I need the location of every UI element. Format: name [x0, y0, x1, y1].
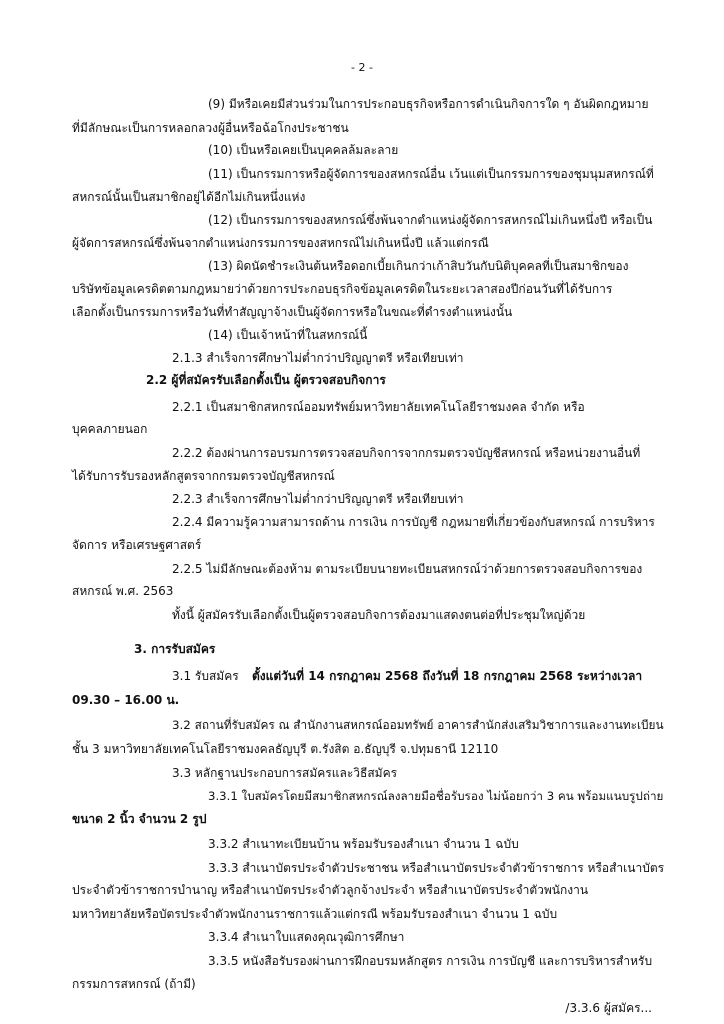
- text-line: 2.2.1 เป็นสมาชิกสหกรณ์ออมทรัพย์มหาวิทยาลัยเทคโนโลยีราชมงคล จำกัด หรือ: [172, 399, 585, 414]
- text-line: บุคคลภายนอก: [72, 422, 148, 437]
- text-line: สหกรณ์ พ.ศ. 2563: [72, 584, 174, 599]
- text-line: จัดการ หรือเศรษฐศาสตร์: [72, 538, 202, 553]
- text-line: ประจำตัวข้าราชการบำนาญ หรือสำเนาบัตรประจำตัวลูกจ้างประจำ หรือสำเนาบัตรประจำตัวพนักงาน: [72, 883, 589, 898]
- text-line: 3.3.2 สำเนาทะเบียนบ้าน พร้อมรับรองสำเนา จำนวน 1 ฉบับ: [208, 837, 519, 852]
- text-line: ทั้งนี้ ผู้สมัครรับเลือกตั้งเป็นผู้ตรวจสอบกิจการต้องมาแสดงตนต่อที่ประชุมใหญ่ด้วย: [172, 607, 586, 622]
- page-number: - 2 -: [351, 61, 373, 74]
- text-line: ผู้จัดการสหกรณ์ซึ่งพ้นจากตำแหน่งกรรมการของสหกรณ์ไม่เกินหนึ่งปี แล้วแต่กรณี: [72, 235, 489, 250]
- text-line: สหกรณ์นั้นเป็นสมาชิกอยู่ได้อีกไม่เกินหนึ่งแห่ง: [72, 189, 306, 204]
- text-line: 3.3.1 ใบสมัครโดยมีสมาชิกสหกรณ์ลงลายมือชื่อรับรอง ไม่น้อยกว่า 3 คน พร้อมแนบรูปถ่าย: [208, 789, 664, 804]
- text-line: ที่มีลักษณะเป็นการหลอกลวงผู้อื่นหรือฉ้อโกงประชาชน: [72, 120, 349, 135]
- text-line: บริษัทข้อมูลเครดิตตามกฎหมายว่าด้วยการประกอบธุรกิจข้อมูลเครดิตในระยะเวลาสองปีก่อนวันที่ได้รับการ: [72, 281, 613, 296]
- text-line-emphasis: ขนาด 2 นิ้ว จำนวน 2 รูป: [72, 811, 207, 826]
- text-line: ชั้น 3 มหาวิทยาลัยเทคโนโลยีราชมงคลธัญบุรี ต.รังสิต อ.ธัญบุรี จ.ปทุมธานี 12110: [72, 742, 499, 756]
- text-line: (10) เป็นหรือเคยเป็นบุคคลล้มละลาย: [208, 143, 399, 158]
- text-line: เลือกตั้งเป็นกรรมการหรือวันที่ทำสัญญาจ้างเป็นผู้จัดการหรือในขณะที่ดำรงตำแหน่งนั้น: [72, 304, 513, 319]
- text-line: (12) เป็นกรรมการของสหกรณ์ซึ่งพ้นจากตำแหน่งผู้จัดการสหกรณ์ไม่เกินหนึ่งปี หรือเป็น: [208, 213, 653, 228]
- continuation-marker: /3.3.6 ผู้สมัคร...: [565, 1001, 652, 1015]
- text-line: (9) มีหรือเคยมีส่วนร่วมในการประกอบธุรกิจหรือการดำเนินกิจการใด ๆ อันผิดกฎหมาย: [208, 97, 649, 112]
- text-line: 2.2.2 ต้องผ่านการอบรมการตรวจสอบกิจการจากกรมตรวจบัญชีสหกรณ์ หรือหน่วยงานอื่นที่: [172, 445, 641, 460]
- text-line: (14) เป็นเจ้าหน้าที่ในสหกรณ์นี้: [208, 328, 368, 343]
- text-line-emphasis: 09.30 – 16.00 น.: [72, 693, 180, 708]
- text-line: 3.3.3 สำเนาบัตรประจำตัวประชาชน หรือสำเนาบัตรประจำตัวข้าราชการ หรือสำเนาบัตร: [208, 860, 665, 875]
- section-heading: 3. การรับสมัคร: [134, 642, 216, 657]
- text-line: (11) เป็นกรรมการหรือผู้จัดการของสหกรณ์อื่น เว้นแต่เป็นกรรมการของชุมนุมสหกรณ์ที่: [208, 166, 654, 181]
- text-line-emphasis: ตั้งแต่วันที่ 14 กรกฎาคม 2568 ถึงวันที่ 18 กรกฎาคม 2568 ระหว่างเวลา: [252, 668, 643, 683]
- text-line: 3.3 หลักฐานประกอบการสมัครและวิธีสมัคร: [172, 765, 398, 780]
- text-line: กรรมการสหกรณ์ (ถ้ามี): [72, 977, 196, 992]
- text-line: 2.1.3 สำเร็จการศึกษาไม่ต่ำกว่าปริญญาตรี หรือเทียบเท่า: [172, 350, 464, 365]
- section-heading: 2.2 ผู้ที่สมัครรับเลือกตั้งเป็น ผู้ตรวจสอบกิจการ: [146, 373, 386, 388]
- text-line: ได้รับการรับรองหลักสูตรจากกรมตรวจบัญชีสหกรณ์: [72, 468, 335, 483]
- text-line: 3.3.4 สำเนาใบแสดงคุณวุฒิการศึกษา: [208, 930, 405, 945]
- text-line: มหาวิทยาลัยหรือบัตรประจำตัวพนักงานราชการแล้วแต่กรณี พร้อมรับรองสำเนา จำนวน 1 ฉบับ: [72, 906, 558, 921]
- text-line: 3.2 สถานที่รับสมัคร ณ สำนักงานสหกรณ์ออมทรัพย์ อาคารสำนักส่งเสริมวิชาการและงานทะเบียน: [172, 718, 664, 733]
- text-line: 3.3.5 หนังสือรับรองผ่านการฝึกอบรมหลักสูตร การเงิน การบัญชี และการบริหารสำหรับ: [208, 953, 653, 968]
- text-line: 3.1 รับสมัคร: [172, 668, 239, 683]
- text-line: 2.2.4 มีความรู้ความสามารถด้าน การเงิน การบัญชี กฎหมายที่เกี่ยวข้องกับสหกรณ์ การบริหาร: [172, 514, 655, 529]
- text-line: 2.2.5 ไม่มีลักษณะต้องห้าม ตามระเบียบนายทะเบียนสหกรณ์ว่าด้วยการตรวจสอบกิจการของ: [172, 561, 643, 576]
- text-line: (13) ผิดนัดชำระเงินต้นหรือดอกเบี้ยเกินกว่าเก้าสิบวันกับนิติบุคคลที่เป็นสมาชิกของ: [208, 259, 629, 274]
- text-line: 2.2.3 สำเร็จการศึกษาไม่ต่ำกว่าปริญญาตรี หรือเทียบเท่า: [172, 492, 464, 507]
